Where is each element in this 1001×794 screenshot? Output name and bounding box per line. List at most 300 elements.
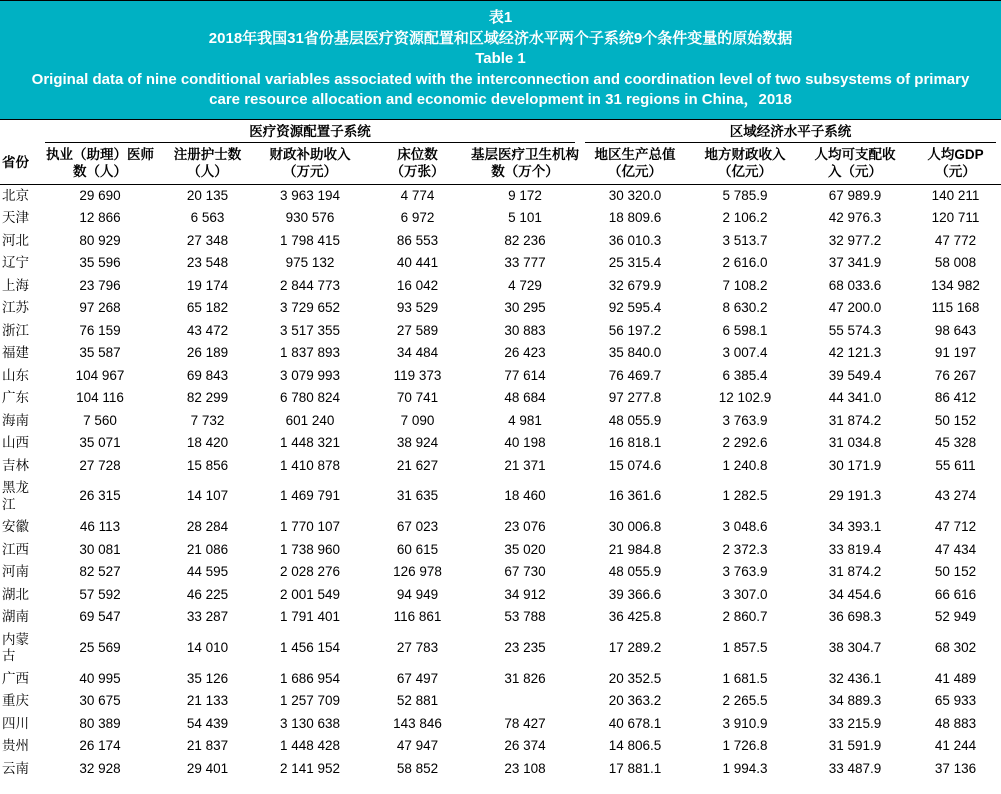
col-header-physicians-line2: 数（人） — [73, 163, 127, 179]
province-name: 福建 — [2, 345, 29, 360]
data-cell: 32 977.2 — [828, 232, 882, 248]
province-name: 湖北 — [2, 586, 29, 602]
data-cell: 27 348 — [186, 232, 229, 248]
data-cell: 2 106.2 — [722, 210, 768, 225]
data-cell: 35 071 — [79, 435, 121, 450]
province-name: 重庆 — [2, 693, 29, 708]
data-cell: 27 783 — [396, 639, 439, 655]
table-row — [0, 690, 1001, 713]
data-cell: 14 806.5 — [608, 738, 662, 753]
data-cell: 43 472 — [186, 322, 229, 338]
col-header-gdp-per-capita — [910, 143, 1001, 185]
data-cell: 6 780 824 — [279, 390, 341, 405]
col-header-grp-line1: 地区生产总值 — [594, 146, 676, 162]
col-header-nurses-line1: 注册护士数 — [173, 146, 242, 162]
data-cell: 2 292.6 — [722, 435, 768, 450]
province-name: 湖南 — [2, 609, 29, 624]
table-row — [0, 539, 1001, 562]
data-cell: 3 763.9 — [722, 564, 768, 579]
data-cell: 18 809.6 — [608, 210, 662, 225]
data-cell: 97 268 — [79, 300, 121, 315]
data-cell: 60 615 — [396, 541, 439, 557]
province-name: 江苏 — [2, 300, 29, 315]
table-row — [0, 477, 1001, 516]
data-cell: 23 548 — [186, 255, 229, 270]
data-cell: 2 001 549 — [279, 586, 341, 602]
data-cell: 44 341.0 — [828, 390, 882, 405]
province-name: 海南 — [2, 412, 29, 428]
data-cell: 52 949 — [934, 609, 977, 624]
col-header-nurses-line2: （人） — [187, 163, 228, 179]
table-row — [0, 606, 1001, 629]
data-cell: 140 211 — [931, 187, 980, 203]
col-header-beds — [365, 143, 470, 185]
data-cell: 31 034.8 — [828, 435, 882, 450]
data-cell: 3 729 652 — [279, 300, 341, 315]
data-cell: 54 439 — [186, 715, 229, 731]
data-cell: 15 856 — [186, 457, 229, 473]
data-cell: 46 113 — [79, 519, 121, 534]
data-cell: 2 860.7 — [722, 609, 768, 624]
table-label-zh: 表1 — [488, 9, 513, 26]
data-cell: 70 741 — [396, 390, 439, 405]
data-cell: 3 130 638 — [279, 715, 341, 731]
data-cell: 12 866 — [79, 210, 121, 225]
data-cell: 14 107 — [186, 488, 229, 504]
data-cell: 23 108 — [504, 760, 546, 776]
col-header-subsidy-income — [255, 143, 365, 185]
table-title-en: Original data of nine conditional variables associated with the interconnection and coordination level of two subsystems of primary care resource allocation and economic development in 31 regions in China，2018 — [31, 70, 970, 108]
data-cell: 3 007.4 — [722, 345, 768, 360]
data-cell: 82 299 — [186, 390, 229, 405]
province-name: 浙江 — [2, 322, 29, 338]
data-cell: 17 881.1 — [608, 760, 662, 776]
data-cell: 48 684 — [504, 390, 546, 405]
data-cell: 23 235 — [504, 639, 546, 655]
data-cell: 69 843 — [186, 367, 229, 383]
data-cell: 58 852 — [396, 760, 439, 776]
data-cell: 1 798 415 — [279, 232, 341, 248]
data-cell: 17 289.2 — [608, 639, 662, 655]
data-cell: 25 315.4 — [608, 255, 662, 270]
col-header-grp — [580, 143, 690, 185]
data-cell: 39 366.6 — [608, 586, 662, 602]
data-cell: 1 282.5 — [722, 488, 768, 504]
data-cell: 80 929 — [79, 232, 121, 248]
data-cell: 143 846 — [393, 715, 442, 731]
data-cell: 42 121.3 — [828, 345, 882, 360]
data-cell: 16 042 — [396, 277, 439, 293]
data-cell: 30 675 — [79, 693, 121, 708]
table-row — [0, 713, 1001, 736]
data-cell: 48 055.9 — [608, 412, 662, 428]
data-cell: 21 837 — [186, 738, 229, 753]
table-row — [0, 668, 1001, 691]
table-row — [0, 230, 1001, 253]
province-name: 广东 — [2, 390, 29, 405]
data-cell: 36 425.8 — [608, 609, 662, 624]
data-cell: 7 090 — [400, 412, 435, 428]
data-cell: 1 837 893 — [279, 345, 341, 360]
data-cell: 4 729 — [508, 277, 542, 293]
data-cell: 53 788 — [504, 609, 546, 624]
data-cell: 975 132 — [285, 255, 335, 270]
table-caption-banner — [0, 0, 1001, 119]
group-header-economic — [580, 119, 1001, 143]
data-cell: 1 681.5 — [722, 670, 768, 686]
data-cell: 1 994.3 — [722, 760, 768, 776]
data-cell: 38 304.7 — [828, 639, 882, 655]
data-cell: 16 361.6 — [608, 488, 662, 504]
data-cell: 67 497 — [396, 670, 439, 686]
data-cell: 1 791 401 — [279, 609, 341, 624]
data-table — [0, 119, 1001, 781]
col-header-fiscal-line1: 地方财政收入 — [704, 146, 786, 162]
col-header-gdppc-line2: （元） — [935, 163, 976, 179]
data-cell: 42 976.3 — [828, 210, 882, 225]
data-cell: 1 456 154 — [279, 639, 341, 655]
data-cell: 3 963 194 — [279, 187, 341, 203]
data-cell: 104 116 — [76, 390, 124, 405]
data-cell: 21 984.8 — [608, 541, 662, 557]
data-cell: 23 796 — [79, 277, 121, 293]
data-cell: 41 244 — [934, 738, 977, 753]
province-name: 辽宁 — [2, 255, 29, 270]
data-cell: 21 371 — [504, 457, 546, 473]
table-row — [0, 455, 1001, 478]
data-cell: 33 819.4 — [828, 541, 882, 557]
table-body — [0, 184, 1001, 780]
data-cell: 116 861 — [393, 609, 442, 624]
province-name: 贵州 — [2, 738, 29, 753]
data-cell: 29 401 — [186, 760, 229, 776]
data-cell: 43 274 — [934, 488, 977, 504]
data-cell: 1 738 960 — [279, 541, 341, 557]
data-cell — [470, 690, 580, 713]
data-cell: 80 389 — [79, 715, 121, 731]
data-cell: 30 295 — [504, 300, 546, 315]
province-name: 黑龙江 — [2, 480, 29, 512]
data-cell: 48 883 — [934, 715, 977, 731]
data-cell: 39 549.4 — [828, 367, 882, 383]
data-cell: 16 818.1 — [608, 435, 662, 450]
table-row — [0, 735, 1001, 758]
data-cell: 33 287 — [186, 609, 229, 624]
data-cell: 47 772 — [934, 232, 977, 248]
table-row — [0, 432, 1001, 455]
data-cell: 68 033.6 — [828, 277, 882, 293]
data-cell: 134 982 — [931, 277, 980, 293]
table-row — [0, 275, 1001, 298]
data-cell: 30 320.0 — [608, 187, 662, 203]
data-cell: 3 763.9 — [722, 412, 768, 428]
data-cell: 97 277.8 — [608, 390, 662, 405]
data-cell: 1 469 791 — [279, 488, 341, 504]
data-cell: 36 698.3 — [828, 609, 882, 624]
col-header-disposable-income — [800, 143, 910, 185]
table-row — [0, 584, 1001, 607]
data-cell: 31 826 — [504, 670, 546, 686]
table-row — [0, 365, 1001, 388]
data-cell: 47 712 — [934, 519, 977, 534]
col-header-institutions-line2: 数（万个） — [491, 163, 559, 179]
data-cell: 19 174 — [186, 277, 229, 293]
data-cell: 3 048.6 — [722, 519, 768, 534]
province-name: 北京 — [2, 187, 29, 203]
data-cell: 1 857.5 — [722, 639, 768, 655]
data-cell: 6 385.4 — [722, 367, 768, 383]
data-cell: 32 679.9 — [608, 277, 662, 293]
data-cell: 38 924 — [396, 435, 439, 450]
data-cell: 1 448 428 — [279, 738, 341, 753]
table-row — [0, 252, 1001, 275]
data-cell: 46 225 — [186, 586, 229, 602]
data-cell: 78 427 — [504, 715, 546, 731]
data-cell: 82 527 — [79, 564, 121, 579]
data-cell: 1 770 107 — [279, 519, 341, 534]
data-cell: 40 995 — [79, 670, 121, 686]
group-header-blank — [0, 119, 40, 143]
data-cell: 35 126 — [186, 670, 229, 686]
data-cell: 92 595.4 — [608, 300, 662, 315]
data-cell: 18 460 — [504, 488, 546, 504]
data-cell: 120 711 — [931, 210, 980, 225]
province-name: 天津 — [2, 210, 29, 225]
data-cell: 3 079 993 — [279, 367, 341, 383]
province-name: 吉林 — [2, 457, 29, 473]
col-header-subsidy-line1: 财政补助收入 — [269, 146, 351, 162]
col-header-nurses — [160, 143, 255, 185]
data-cell: 2 265.5 — [722, 693, 768, 708]
table-row — [0, 297, 1001, 320]
col-header-institutions — [470, 143, 580, 185]
data-cell: 115 168 — [931, 300, 980, 315]
table-row — [0, 629, 1001, 668]
data-cell: 26 174 — [79, 738, 121, 753]
province-name: 河南 — [2, 564, 29, 579]
data-cell: 5 101 — [508, 210, 542, 225]
data-cell: 12 102.9 — [718, 390, 772, 405]
data-cell: 30 006.8 — [608, 519, 662, 534]
data-cell: 93 529 — [396, 300, 439, 315]
data-cell: 47 200.0 — [828, 300, 882, 315]
table-row — [0, 387, 1001, 410]
province-name: 河北 — [2, 232, 29, 248]
data-cell: 50 152 — [934, 564, 977, 579]
data-cell: 30 883 — [504, 322, 546, 338]
data-cell: 27 728 — [79, 457, 121, 473]
table-label-en: Table 1 — [475, 50, 526, 67]
data-cell: 41 489 — [934, 670, 977, 686]
data-cell: 1 726.8 — [722, 738, 768, 753]
data-cell: 37 341.9 — [828, 255, 882, 270]
data-cell: 20 352.5 — [608, 670, 662, 686]
data-cell: 65 933 — [934, 693, 977, 708]
data-cell: 86 553 — [396, 232, 439, 248]
col-header-gdppc-line1: 人均GDP — [927, 146, 984, 162]
data-cell: 8 630.2 — [722, 300, 768, 315]
data-cell: 35 840.0 — [608, 345, 662, 360]
data-cell: 7 732 — [190, 412, 225, 428]
data-cell: 6 972 — [400, 210, 435, 225]
data-cell: 37 136 — [934, 760, 977, 776]
col-header-beds-line2: （万张） — [390, 163, 445, 179]
group-header-economic-label: 区域经济水平子系统 — [585, 122, 996, 143]
data-cell: 2 028 276 — [279, 564, 341, 579]
data-cell: 23 076 — [504, 519, 546, 534]
data-cell: 34 889.3 — [828, 693, 882, 708]
data-cell: 65 182 — [186, 300, 229, 315]
table-row — [0, 320, 1001, 343]
data-cell: 7 560 — [83, 412, 117, 428]
province-name: 广西 — [2, 670, 29, 686]
data-cell: 104 967 — [75, 367, 125, 383]
data-cell: 52 881 — [396, 693, 439, 708]
col-header-beds-line1: 床位数 — [397, 146, 438, 162]
data-cell: 67 023 — [396, 519, 439, 534]
data-cell: 98 643 — [934, 322, 977, 338]
column-header-row — [0, 143, 1001, 185]
col-header-fiscal-line2: （亿元） — [718, 163, 773, 179]
data-cell: 5 785.9 — [722, 187, 768, 203]
data-cell: 6 563 — [190, 210, 225, 225]
data-cell: 34 484 — [396, 345, 439, 360]
data-cell: 3 517 355 — [279, 322, 341, 338]
data-cell: 69 547 — [79, 609, 121, 624]
data-cell: 26 423 — [504, 345, 546, 360]
data-cell: 50 152 — [934, 412, 977, 428]
province-name: 内蒙古 — [2, 631, 29, 663]
data-cell: 1 257 709 — [279, 693, 341, 708]
col-header-physicians-line1: 执业（助理）医师 — [46, 146, 154, 162]
province-name: 江西 — [2, 541, 29, 557]
data-cell: 20 363.2 — [608, 693, 662, 708]
data-cell: 33 215.9 — [828, 715, 882, 731]
data-cell: 47 947 — [396, 738, 439, 753]
group-header-medical-label: 医疗资源配置子系统 — [45, 122, 575, 143]
data-cell: 1 410 878 — [279, 457, 341, 473]
data-cell: 47 434 — [934, 541, 977, 557]
data-cell: 119 373 — [393, 367, 442, 383]
data-cell: 32 928 — [79, 760, 121, 776]
data-cell: 7 108.2 — [722, 277, 768, 293]
data-cell: 48 055.9 — [608, 564, 662, 579]
data-cell: 34 393.1 — [828, 519, 882, 534]
table-row — [0, 516, 1001, 539]
data-cell: 31 635 — [396, 488, 439, 504]
data-cell: 66 616 — [934, 586, 977, 602]
col-header-province — [0, 143, 40, 185]
data-cell: 21 086 — [186, 541, 229, 557]
data-cell: 30 081 — [79, 541, 121, 557]
data-cell: 44 595 — [186, 564, 229, 579]
data-cell: 31 874.2 — [828, 412, 882, 428]
data-cell: 35 596 — [79, 255, 121, 270]
data-cell: 34 912 — [504, 586, 546, 602]
province-name: 上海 — [2, 277, 29, 293]
data-cell: 14 010 — [186, 639, 229, 655]
table-row — [0, 342, 1001, 365]
data-cell: 20 135 — [186, 187, 229, 203]
data-cell: 18 420 — [186, 435, 229, 450]
data-cell: 55 611 — [935, 457, 976, 473]
data-cell: 55 574.3 — [828, 322, 882, 338]
data-cell: 1 240.8 — [722, 457, 768, 473]
data-cell: 1 686 954 — [279, 670, 341, 686]
data-cell: 82 236 — [504, 232, 546, 248]
data-cell: 40 678.1 — [608, 715, 662, 731]
data-cell: 601 240 — [285, 412, 335, 428]
data-cell: 76 159 — [79, 322, 121, 338]
data-cell: 31 591.9 — [828, 738, 882, 753]
data-cell: 27 589 — [396, 322, 439, 338]
data-cell: 2 141 952 — [279, 760, 341, 776]
data-cell: 2 616.0 — [722, 255, 768, 270]
data-cell: 21 133 — [186, 693, 229, 708]
province-name: 山西 — [2, 435, 29, 450]
data-cell: 3 307.0 — [722, 586, 768, 602]
col-header-province-line1: 省份 — [2, 155, 29, 170]
data-cell: 77 614 — [504, 367, 546, 383]
data-cell: 76 469.7 — [608, 367, 662, 383]
province-name: 安徽 — [2, 519, 29, 534]
col-header-physicians — [40, 143, 160, 185]
table-row — [0, 561, 1001, 584]
province-name: 山东 — [2, 367, 29, 383]
data-cell: 29 191.3 — [828, 488, 882, 504]
data-cell: 25 569 — [79, 639, 121, 655]
data-cell: 2 844 773 — [279, 277, 341, 293]
data-cell: 67 730 — [504, 564, 546, 579]
data-cell: 1 448 321 — [279, 435, 341, 450]
data-cell: 33 487.9 — [828, 760, 882, 776]
data-cell: 6 598.1 — [722, 322, 768, 338]
data-cell: 21 627 — [396, 457, 439, 473]
col-header-fiscal-revenue — [690, 143, 800, 185]
table-row — [0, 207, 1001, 230]
group-header-row — [0, 119, 1001, 143]
data-cell: 30 171.9 — [828, 457, 882, 473]
data-cell: 26 374 — [504, 738, 546, 753]
province-name: 云南 — [2, 760, 29, 776]
table-row — [0, 184, 1001, 207]
data-cell: 930 576 — [285, 210, 335, 225]
data-cell: 126 978 — [393, 564, 442, 579]
data-cell: 35 587 — [79, 345, 121, 360]
data-cell: 40 441 — [396, 255, 439, 270]
data-cell: 40 198 — [504, 435, 546, 450]
table-row — [0, 758, 1001, 781]
col-header-income-line2: 入（元） — [828, 163, 883, 179]
data-cell: 57 592 — [79, 586, 121, 602]
data-cell: 56 197.2 — [608, 322, 662, 338]
data-cell: 76 267 — [934, 367, 977, 383]
table-row — [0, 410, 1001, 433]
data-cell: 31 874.2 — [828, 564, 882, 579]
data-cell: 4 981 — [508, 412, 542, 428]
data-cell: 33 777 — [504, 255, 546, 270]
province-name: 四川 — [2, 715, 29, 731]
data-cell: 26 315 — [79, 488, 121, 504]
data-cell: 68 302 — [934, 639, 977, 655]
data-cell: 34 454.6 — [828, 586, 882, 602]
group-header-medical — [40, 119, 580, 143]
data-cell: 58 008 — [934, 255, 977, 270]
col-header-institutions-line1: 基层医疗卫生机构 — [471, 146, 579, 162]
data-cell: 35 020 — [504, 541, 546, 557]
data-cell: 28 284 — [186, 519, 229, 534]
col-header-grp-line2: （亿元） — [608, 163, 663, 179]
